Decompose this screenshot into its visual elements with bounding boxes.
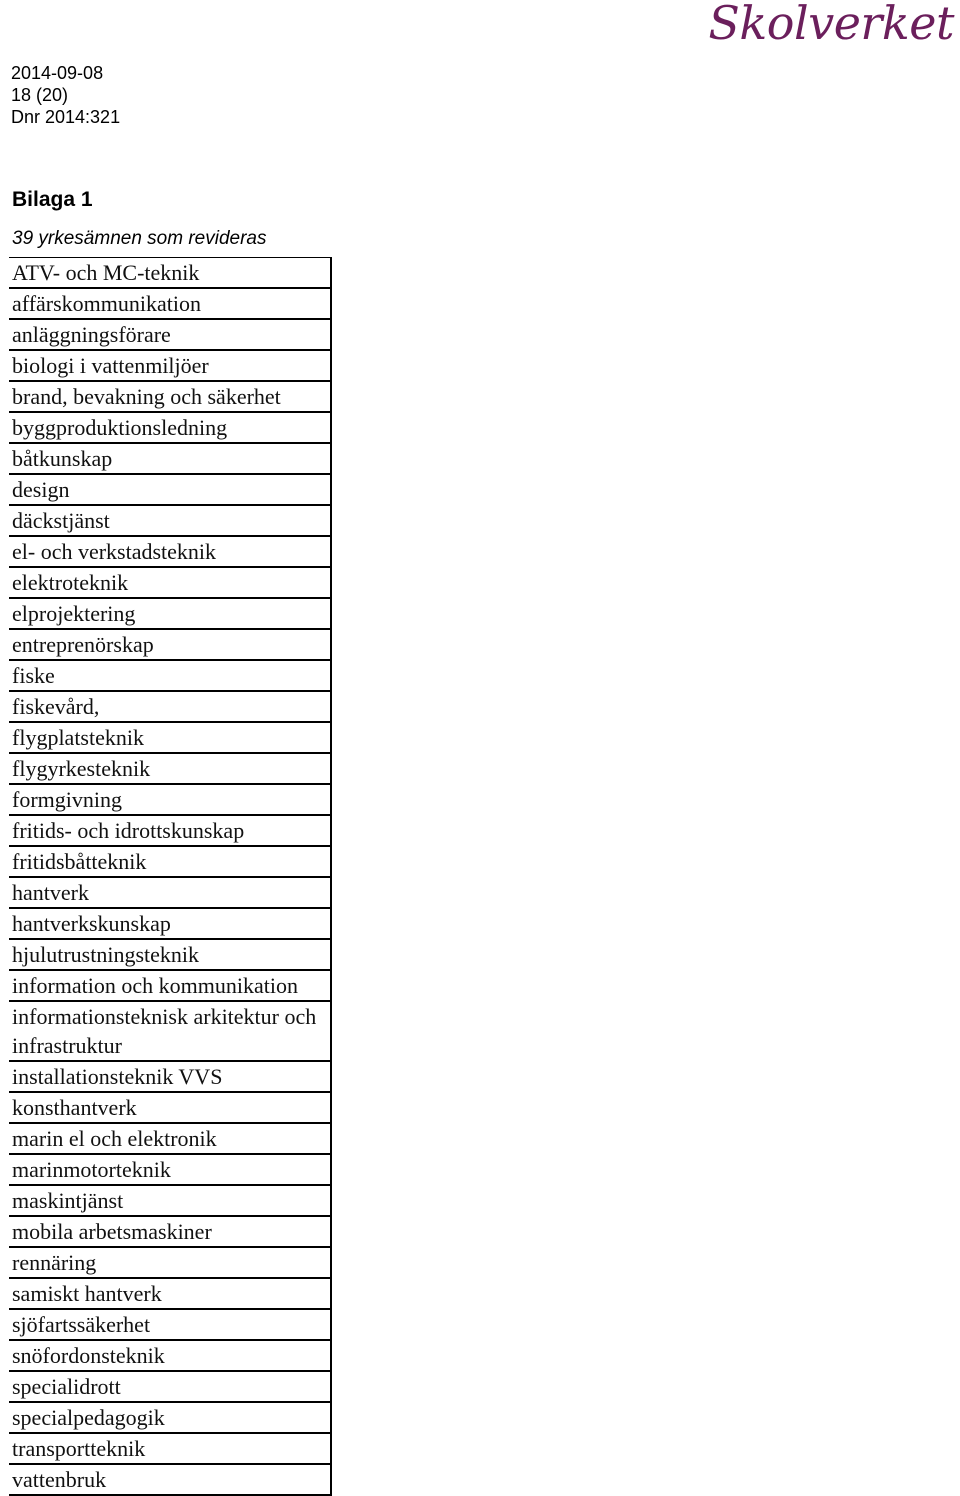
subject-cell: fritids- och idrottskunskap (9, 815, 331, 846)
subject-cell: specialpedagogik (9, 1402, 331, 1433)
page-number: 18 (20) (11, 85, 69, 105)
list-caption: 39 yrkesämnen som revideras (12, 228, 267, 249)
subject-cell: maskintjänst (9, 1185, 331, 1216)
table-row (9, 536, 331, 567)
table-row (9, 1154, 331, 1185)
table-row (9, 1464, 331, 1495)
appendix-title: Bilaga 1 (12, 188, 93, 211)
document-meta (11, 62, 120, 128)
document-date: 2014-09-08 (11, 63, 104, 83)
table-row (9, 474, 331, 505)
subject-cell: rennäring (9, 1247, 331, 1278)
table-row (9, 753, 331, 784)
subject-cell: fiske (9, 660, 331, 691)
subject-cell: installationsteknik VVS (9, 1061, 331, 1092)
table-row (9, 258, 331, 289)
table-row (9, 1061, 331, 1092)
table-row (9, 660, 331, 691)
table-row (9, 1340, 331, 1371)
table-row (9, 970, 331, 1001)
skolverket-logo: Skolverket (708, 0, 954, 50)
subject-cell: elprojektering (9, 598, 331, 629)
table-row (9, 629, 331, 660)
table-row (9, 1216, 331, 1247)
subject-cell: biologi i vattenmiljöer (9, 350, 331, 381)
subject-cell: transportteknik (9, 1433, 331, 1464)
table-row (9, 1278, 331, 1309)
subject-cell: båtkunskap (9, 443, 331, 474)
subject-cell: sjöfartssäkerhet (9, 1309, 331, 1340)
subject-cell: design (9, 474, 331, 505)
table-row (9, 908, 331, 939)
subject-cell: informationsteknisk arkitektur och infrastruktur (9, 1001, 331, 1061)
table-row (9, 846, 331, 877)
table-row (9, 1371, 331, 1402)
subject-cell: specialidrott (9, 1371, 331, 1402)
table-row (9, 319, 331, 350)
subject-cell: formgivning (9, 784, 331, 815)
subject-cell: el- och verkstadsteknik (9, 536, 331, 567)
subject-cell: vattenbruk (9, 1464, 331, 1495)
subjects-table (9, 257, 332, 1496)
table-row (9, 784, 331, 815)
subject-cell: anläggningsförare (9, 319, 331, 350)
subject-cell: information och kommunikation (9, 970, 331, 1001)
subject-cell: marinmotorteknik (9, 1154, 331, 1185)
subject-cell: affärskommunikation (9, 288, 331, 319)
table-row (9, 412, 331, 443)
table-row (9, 350, 331, 381)
subject-cell: fiskevård, (9, 691, 331, 722)
table-row (9, 1433, 331, 1464)
table-row (9, 815, 331, 846)
subject-cell: samiskt hantverk (9, 1278, 331, 1309)
table-row (9, 1247, 331, 1278)
subject-cell: hjulutrustningsteknik (9, 939, 331, 970)
subject-cell: hantverk (9, 877, 331, 908)
table-row (9, 1092, 331, 1123)
table-row (9, 722, 331, 753)
table-row (9, 381, 331, 412)
registration-number: Dnr 2014:321 (11, 107, 121, 127)
subject-cell: brand, bevakning och säkerhet (9, 381, 331, 412)
table-row (9, 1185, 331, 1216)
table-row (9, 1402, 331, 1433)
subject-cell: konsthantverk (9, 1092, 331, 1123)
table-row (9, 1123, 331, 1154)
subject-cell: snöfordonsteknik (9, 1340, 331, 1371)
table-row (9, 1309, 331, 1340)
table-row (9, 1001, 331, 1061)
subject-cell: elektroteknik (9, 567, 331, 598)
table-row (9, 939, 331, 970)
table-row (9, 598, 331, 629)
table-row (9, 443, 331, 474)
subject-cell: flygplatsteknik (9, 722, 331, 753)
subject-cell: mobila arbetsmaskiner (9, 1216, 331, 1247)
subject-cell: entreprenörskap (9, 629, 331, 660)
subject-cell: flygyrkesteknik (9, 753, 331, 784)
subject-cell: byggproduktionsledning (9, 412, 331, 443)
table-row (9, 691, 331, 722)
table-row (9, 288, 331, 319)
subject-cell: hantverkskunskap (9, 908, 331, 939)
subject-cell: marin el och elektronik (9, 1123, 331, 1154)
subject-cell: ATV- och MC-teknik (9, 258, 331, 289)
table-row (9, 877, 331, 908)
table-row (9, 505, 331, 536)
table-row (9, 567, 331, 598)
subject-cell: däckstjänst (9, 505, 331, 536)
subject-cell: fritidsbåtteknik (9, 846, 331, 877)
